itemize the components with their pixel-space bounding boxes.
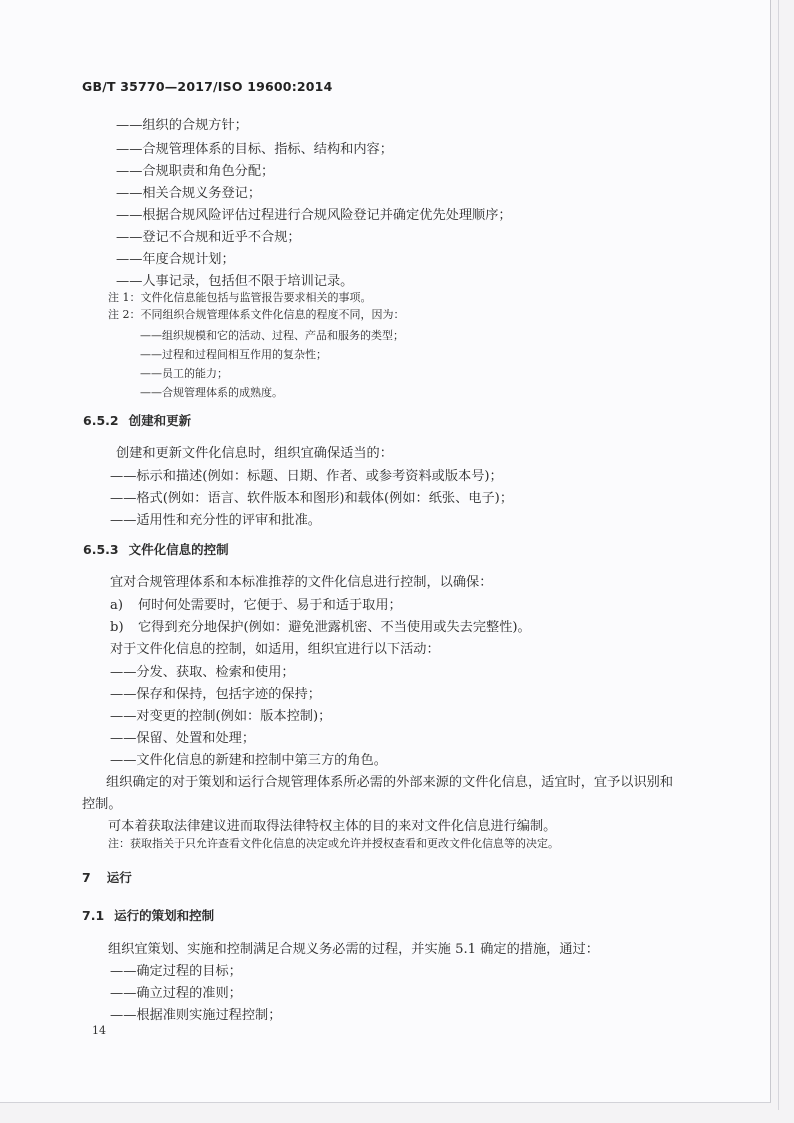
list-item: ——适用性和充分性的评审和批准。 — [110, 513, 321, 528]
section-heading-7-1 — [82, 907, 214, 925]
note-1: 注 1：文件化信息能包括与监管报告要求相关的事项。 — [108, 291, 372, 304]
note-list-item: ——组织规模和它的活动、过程、产品和服务的类型； — [140, 329, 404, 342]
list-item: ——标示和描述(例如：标题、日期、作者、或参考资料或版本号)； — [110, 469, 503, 484]
paragraph: 组织宜策划、实施和控制满足合规义务必需的过程，并实施 5.1 确定的措施，通过： — [108, 942, 599, 957]
list-item: ——文件化信息的新建和控制中第三方的角色。 — [110, 753, 387, 768]
paragraph: 创建和更新文件化信息时，组织宜确保适当的： — [116, 446, 393, 461]
item-label: a) — [110, 598, 124, 613]
page-header-standard-number: GB/T 35770—2017/ISO 19600:2014 — [82, 79, 333, 94]
enumerated-item-b — [110, 619, 531, 637]
list-item: ——合规管理体系的目标、指标、结构和内容； — [116, 142, 393, 157]
section-title: 文件化信息的控制 — [128, 542, 229, 557]
item-text: 它得到充分地保护(例如：避免泄露机密、不当使用或失去完整性)。 — [138, 620, 531, 635]
list-item: ——分发、获取、检索和使用； — [110, 665, 295, 680]
list-item: ——保存和保持，包括字迹的保持； — [110, 687, 321, 702]
note-list-item: ——合规管理体系的成熟度。 — [140, 386, 283, 399]
list-item: ——年度合规计划； — [116, 252, 235, 267]
section-title: 创建和更新 — [128, 413, 192, 428]
note: 注：获取指关于只允许查看文件化信息的决定或允许并授权查看和更改文件化信息等的决定。 — [108, 837, 559, 850]
section-number: 6.5.3 — [83, 542, 119, 557]
section-heading-6-5-3 — [83, 541, 229, 559]
paragraph: 宜对合规管理体系和本标准推荐的文件化信息进行控制，以确保： — [110, 575, 493, 590]
item-text: 何时何处需要时，它便于、易于和适于取用； — [138, 598, 402, 613]
section-title: 运行 — [106, 870, 132, 885]
paragraph-continuation: 控制。 — [82, 797, 122, 812]
list-item: ——根据准则实施过程控制； — [110, 1008, 282, 1023]
page-edge-shadow — [778, 0, 779, 1110]
section-number: 7 — [82, 870, 91, 885]
enumerated-item-a — [110, 597, 402, 615]
section-title: 运行的策划和控制 — [114, 908, 215, 923]
list-item: ——保留、处置和处理； — [110, 731, 256, 746]
list-item: ——登记不合规和近乎不合规； — [116, 230, 301, 245]
list-item: ——确立过程的准则； — [110, 986, 242, 1001]
section-number: 7.1 — [82, 908, 105, 923]
list-item: ——格式(例如：语言、软件版本和图形)和载体(例如：纸张、电子)； — [110, 491, 514, 506]
list-item: ——人事记录，包括但不限于培训记录。 — [116, 274, 354, 289]
paragraph: 组织确定的对于策划和运行合规管理体系所必需的外部来源的文件化信息，适宜时，宜予以识别和 — [106, 775, 674, 790]
list-item: ——根据合规风险评估过程进行合规风险登记并确定优先处理顺序； — [116, 208, 512, 223]
paragraph: 对于文件化信息的控制，如适用，组织宜进行以下活动： — [110, 642, 440, 657]
section-heading-6-5-2 — [83, 412, 191, 430]
list-item: ——组织的合规方针； — [116, 118, 248, 133]
note-list-item: ——过程和过程间相互作用的复杂性； — [140, 348, 327, 361]
note-2-intro: 注 2：不同组织合规管理体系文件化信息的程度不同，因为： — [108, 308, 405, 321]
section-number: 6.5.2 — [83, 413, 119, 428]
item-label: b) — [110, 620, 124, 635]
list-item: ——相关合规义务登记； — [116, 186, 262, 201]
list-item: ——确定过程的目标； — [110, 964, 242, 979]
list-item: ——对变更的控制(例如：版本控制)； — [110, 709, 332, 724]
section-heading-7 — [82, 869, 132, 887]
paragraph: 可本着获取法律建议进而取得法律特权主体的目的来对文件化信息进行编制。 — [108, 819, 557, 834]
page-number: 14 — [92, 1024, 106, 1037]
list-item: ——合规职责和角色分配； — [116, 164, 275, 179]
note-list-item: ——员工的能力； — [140, 367, 228, 380]
